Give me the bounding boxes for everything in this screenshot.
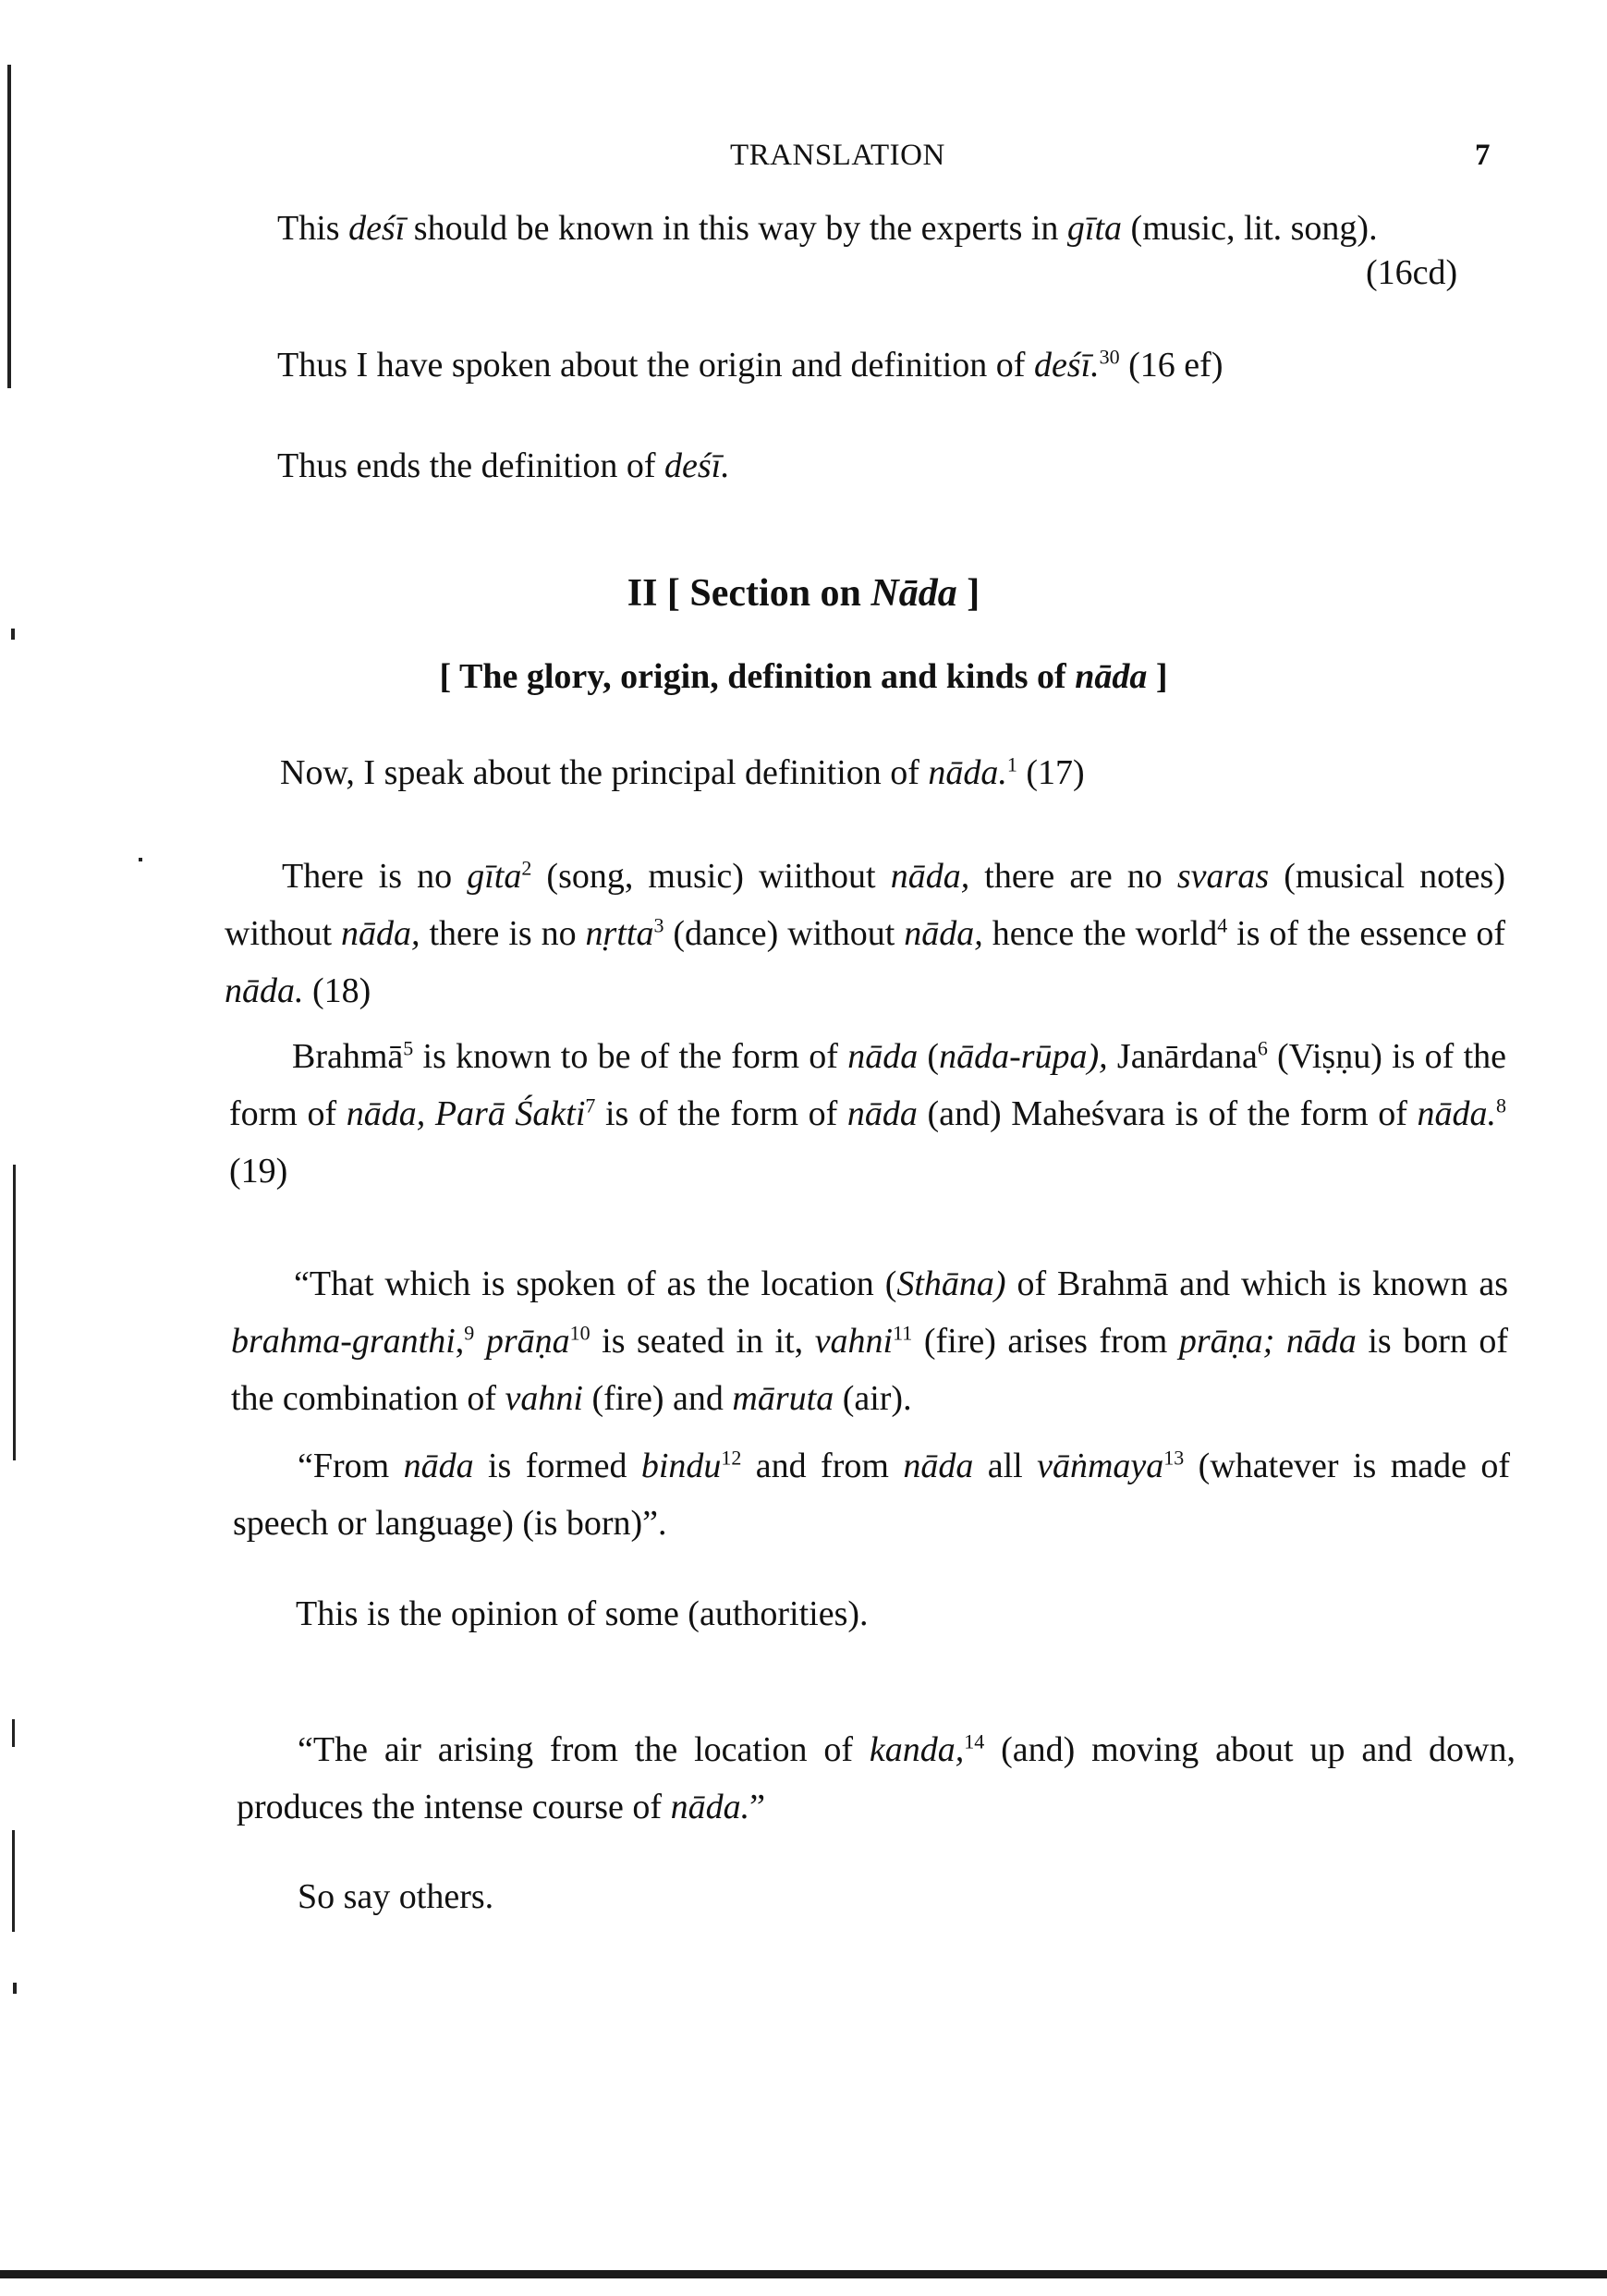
footnote-ref: 1 [1006,752,1017,776]
footnote-ref: 7 [585,1093,596,1117]
verse-19: Brahmā$^5$ is known to be of the form of nāda (nāda-rūpa), Janārdana$^6$ (Viṣṇu) is of the form of nāda, Parā Śakti$^7$ is of the form of nāda (and) Maheśvara is of the form of nāda.$^8$ (19) [229,1036,1506,1191]
footnote-ref: 9 [464,1321,475,1345]
footnote-ref: 3 [653,913,664,937]
scan-edge-mark [13,1165,16,1460]
quotation-kanda: “The air arising from the location of kanda,$^{14}$ (and) moving about up and down, produces the intense course of nāda.” [237,1729,1516,1826]
scan-edge-mark [13,1983,17,1994]
quotation-brahma-granthi: “That which is spoken of as the location (Sthāna) of Brahmā and which is known as brahma-granthi,$^9$ prāṇa$^{10}$ is seated in it, vahni$^{11}$ (fire) arises from prāṇa; nāda is born of the combination of vahni (fire) and māruta (air). [231,1264,1509,1418]
running-head-title: TRANSLATION [730,139,945,172]
verse-16ef: Thus I have spoken about the origin and definition of deśī.$^{30}$ (16 ef) [277,345,1224,385]
footnote-ref: 12 [721,1446,742,1470]
opinion-line: This is the opinion of some (authorities). [296,1594,869,1633]
scan-edge-mark [12,1830,15,1932]
verse-17: Now, I speak about the principal definition of nāda.$^1$ (17) [280,752,1085,792]
closing-line-others: So say others. [298,1877,494,1916]
footnote-ref: 2 [521,856,532,880]
scan-edge-mark [11,629,15,640]
scan-edge-mark [12,1719,15,1747]
footnote-ref: 8 [1496,1093,1506,1117]
footnote-ref: 4 [1217,913,1228,937]
verse-18: There is no gīta$^2$ (song, music) wiithout nāda, there are no svaras (musical notes) without nāda, there is no nṛtta$^3$ (dance) without nāda, hence the world$^4$ is of the essence of nāda. (18) [225,856,1505,1010]
scan-edge-mark [7,65,11,388]
page-number: 7 [1475,139,1491,172]
verse-16cd: This deśī should be known in this way by the experts in gīta (music, lit. song). [277,209,1378,248]
quotation-bindu: “From nāda is formed bindu$^{12}$ and from nāda all vāṅmaya$^{13}$ (whatever is made of speech or language) (is born)”. [233,1446,1511,1543]
page-bottom-edge [0,2270,1607,2278]
section-heading: II [ Section on Nāda ] [627,572,980,615]
scan-speck [139,858,142,861]
footnote-ref: 30 [1099,345,1120,369]
footnote-ref: 5 [403,1036,414,1060]
footnote-ref: 13 [1163,1446,1185,1470]
footnote-ref: 14 [964,1729,985,1753]
closing-line-desi: Thus ends the definition of deśī. [277,446,730,485]
footnote-ref: 11 [893,1321,913,1345]
footnote-ref: 6 [1257,1036,1268,1060]
verse-ref-16cd: (16cd) [1366,253,1458,292]
footnote-ref: 10 [569,1321,590,1345]
subsection-heading: [ The glory, origin, definition and kinds of nāda ] [439,657,1168,696]
